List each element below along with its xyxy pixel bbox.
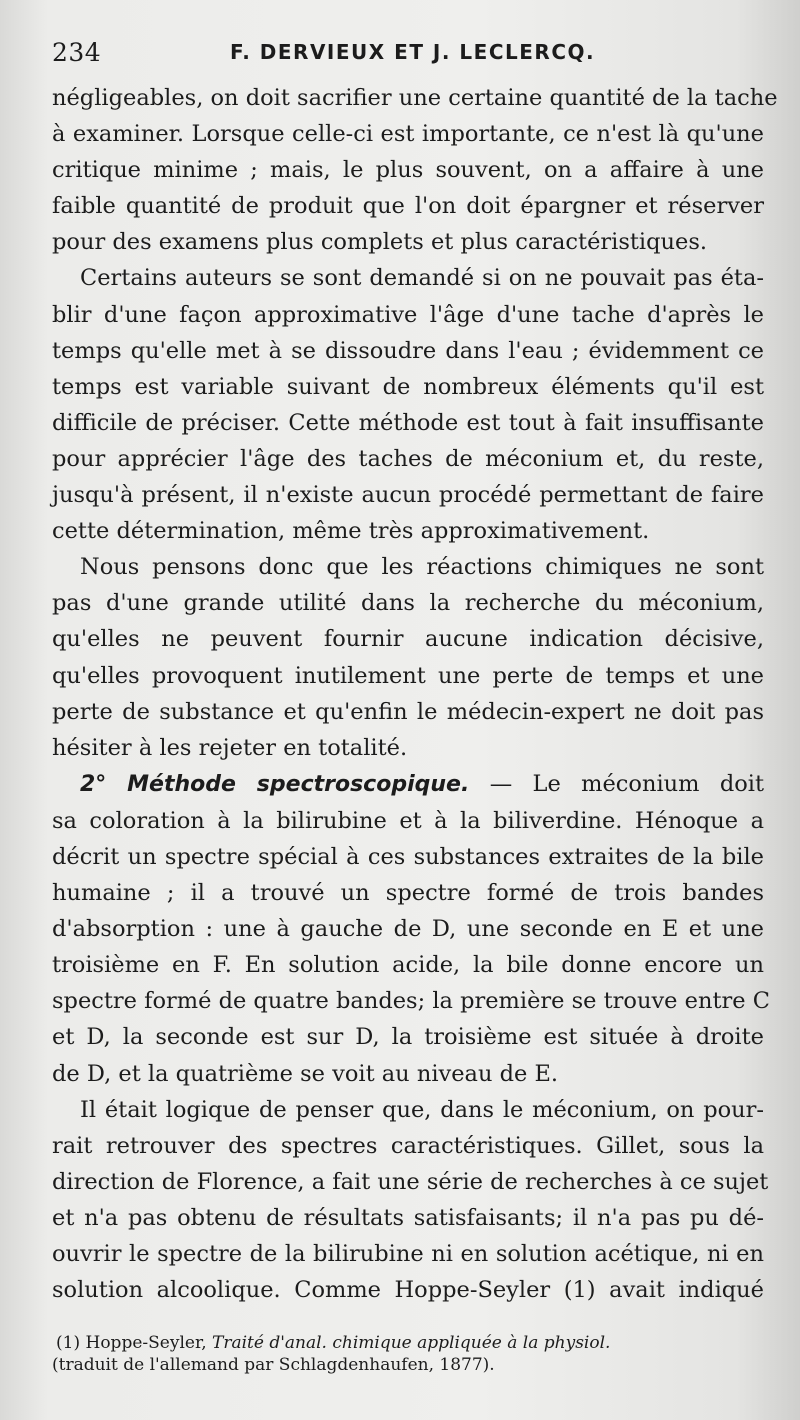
text-line: ouvrir le spectre de la bilirubine ni en solution acétique, ni en xyxy=(52,1241,764,1267)
paragraph-2 xyxy=(52,260,764,549)
text-line: critique minime ; mais, le plus souvent, on a affaire à une xyxy=(52,157,764,184)
text-line: pas d'une grande utilité dans la recherche du méconium, xyxy=(52,590,764,617)
text-line: solution alcoolique. Comme Hoppe-Seyler (1) avait indiqué xyxy=(52,1277,764,1304)
section-title: 2° Méthode spectroscopique. xyxy=(80,771,470,797)
text-line: pour apprécier l'âge des taches de méconium et, du reste, xyxy=(52,445,764,472)
text-line: qu'elles ne peuvent fournir aucune indication décisive, xyxy=(52,626,764,653)
text-line: humaine ; il a trouvé un spectre formé de trois bandes xyxy=(52,880,764,907)
paragraph-5 xyxy=(52,1092,769,1309)
footnote-title: Traité d'anal. chimique appliquée à la physiol. xyxy=(212,1333,611,1353)
text-line: à examiner. Lorsque celle-ci est importante, ce n'est là qu'une xyxy=(52,121,764,148)
section-heading-line xyxy=(52,766,764,803)
footnote xyxy=(52,1332,764,1376)
text-line: négligeables, on doit sacrifier une certaine quantité de la tache xyxy=(52,85,778,111)
text-line: troisième en F. En solution acide, la bile donne encore un xyxy=(52,952,764,979)
text-line: cette détermination, même très approximativement. xyxy=(52,518,650,545)
text-line: sa coloration à la bilirubine et à la biliverdine. Hénoque a xyxy=(52,807,764,834)
paragraph-4 xyxy=(52,766,770,1092)
text-line: hésiter à les rejeter en totalité. xyxy=(52,734,408,761)
footnote-line xyxy=(52,1332,764,1354)
paragraph-1 xyxy=(52,80,778,260)
text-line: perte de substance et qu'enfin le médecin-expert ne doit pas xyxy=(52,698,764,725)
text-line: d'absorption : une à gauche de D, une seconde en E et une xyxy=(52,916,764,943)
text-line: difficile de préciser. Cette méthode est tout à fait insuffisante xyxy=(52,409,764,436)
text-line: qu'elles provoquent inutilement une perte de temps et une xyxy=(52,662,764,689)
text-line: faible quantité de produit que l'on doit épargner et réserver xyxy=(52,193,764,220)
page-number: 234 xyxy=(52,38,102,67)
text-line: spectre formé de quatre bandes; la première se trouve entre C xyxy=(52,988,770,1015)
text-line: jusqu'à présent, il n'existe aucun procédé permettant de faire xyxy=(52,482,764,509)
text-line: temps qu'elle met à se dissoudre dans l'eau ; évidemment ce xyxy=(52,337,764,364)
running-head: F. DERVIEUX ET J. LECLERCQ. xyxy=(230,40,596,64)
text-line: Certains auteurs se sont demandé si on ne pouvait pas éta- xyxy=(80,265,764,292)
text-line: de D, et la quatrième se voit au niveau de E. xyxy=(52,1060,559,1087)
section-heading-rest: — Le méconium doit xyxy=(489,770,765,797)
page-header xyxy=(52,34,762,74)
text-line: décrit un spectre spécial à ces substances extraites de la bile xyxy=(52,843,764,870)
text-line: et n'a pas obtenu de résultats satisfaisants; il n'a pas pu dé- xyxy=(52,1204,764,1231)
text-line: Il était logique de penser que, dans le méconium, on pour- xyxy=(80,1096,764,1123)
text-line: Nous pensons donc que les réactions chimiques ne sont xyxy=(80,554,764,581)
text-line: direction de Florence, a fait une série de recherches à ce sujet xyxy=(52,1168,769,1195)
paragraph-3 xyxy=(52,549,764,766)
footnote-marker: (1) xyxy=(56,1333,81,1353)
text-line: rait retrouver des spectres caractéristiques. Gillet, sous la xyxy=(52,1132,764,1159)
text-line: temps est variable suivant de nombreux éléments qu'il est xyxy=(52,373,764,400)
footnote-author: Hoppe-Seyler, xyxy=(85,1333,207,1353)
text-line: pour des examens plus complets et plus caractéristiques. xyxy=(52,229,708,256)
text-line: blir d'une façon approximative l'âge d'une tache d'après le xyxy=(52,301,764,328)
footnote-line-2: (traduit de l'allemand par Schlagdenhaufen, 1877). xyxy=(52,1355,495,1375)
text-line: et D, la seconde est sur D, la troisième est située à droite xyxy=(52,1024,764,1051)
body-text xyxy=(52,80,778,1308)
